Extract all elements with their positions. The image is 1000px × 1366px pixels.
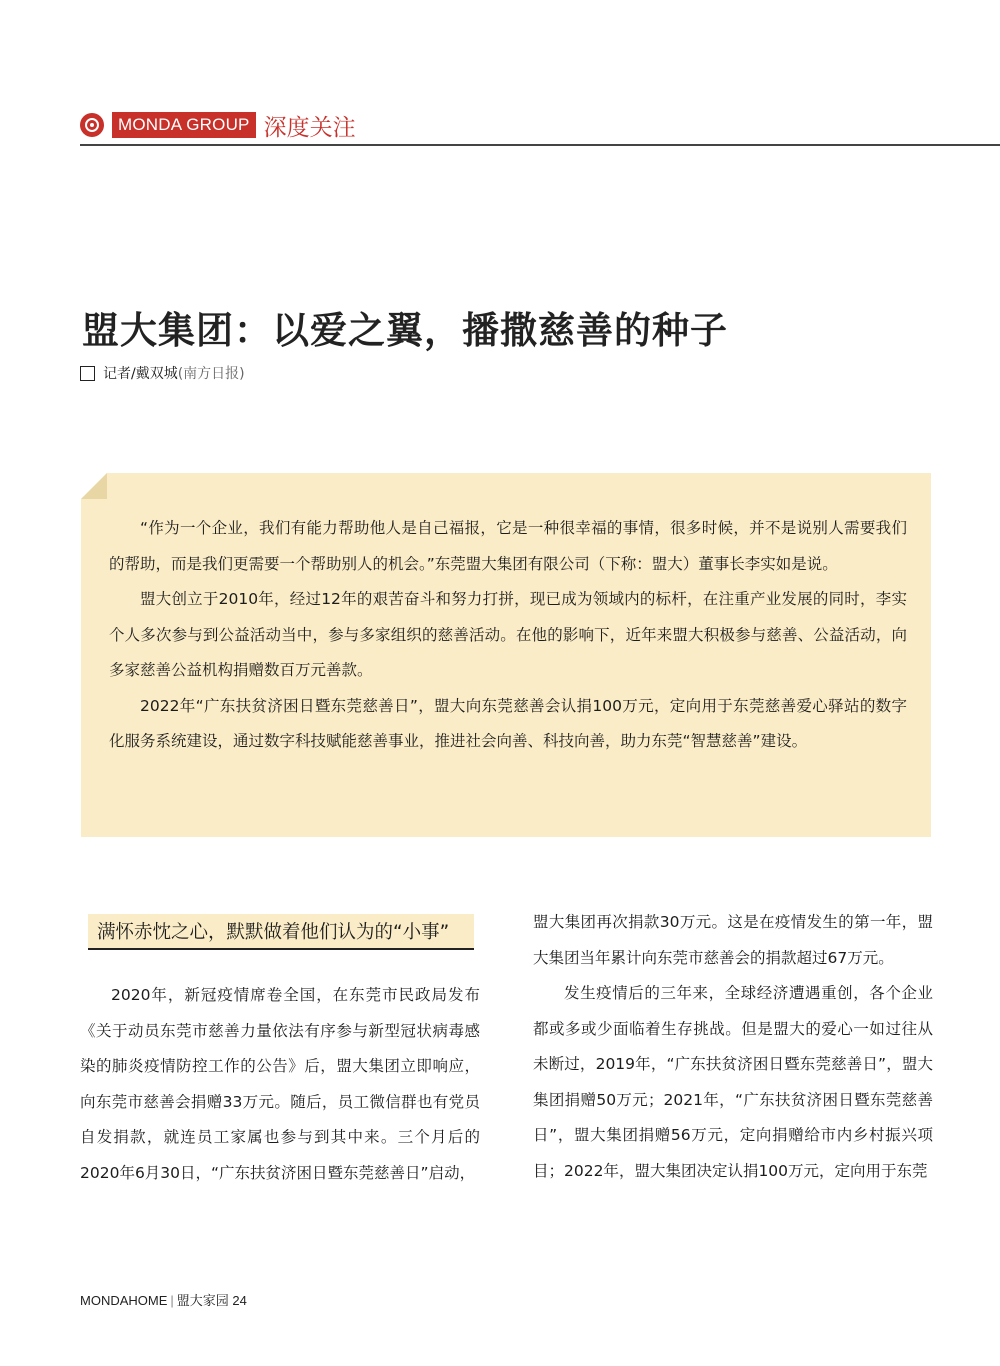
byline-source: (南方日报) [177, 366, 245, 382]
section-label: 深度关注 [263, 114, 356, 141]
subheading [88, 914, 474, 950]
checkbox-square-icon [80, 366, 95, 381]
intro-text [109, 511, 907, 760]
body-paragraph-continuation: 盟大集团再次捐款30万元。这是在疫情发生的第一年，盟大集团当年累计向东莞市慈善会的捐款超过67万元。 [533, 913, 933, 967]
intro-paragraph: “作为一个企业，我们有能力帮助他人是自己福报，它是一种很幸福的事情，很多时候，并不是说别人需要我们的帮助，而是我们更需要一个帮助别人的机会。”东莞盟大集团有限公司（下称：盟大）董事长李实如是说。 [109, 519, 907, 573]
footer-brand: MONDAHOME [80, 1293, 168, 1308]
byline-author: 记者/戴双城 [103, 366, 178, 382]
right-column [533, 905, 933, 1189]
page-footer [80, 1290, 247, 1309]
brand-tag: MONDA GROUP [112, 112, 256, 138]
byline [80, 363, 245, 383]
body-paragraph: 2020年，新冠疫情席卷全国，在东莞市民政局发布《关于动员东莞市慈善力量依法有序参与新型冠状病毒感染的肺炎疫情防控工作的公告》后，盟大集团立即响应，向东莞市慈善会捐赠33万元。随后，员工微信群也有党员自发捐款，就连员工家属也参与到其中来。三个月后的2020年6月30日，“广东扶贫济困日暨东莞慈善日”启动， [80, 986, 480, 1182]
intro-paragraph: 盟大创立于2010年，经过12年的艰苦奋斗和努力打拼，现已成为领域内的标杆，在注重产业发展的同时，李实个人多次参与到公益活动当中，参与多家组织的慈善活动。在他的影响下，近年来盟大积极参与慈善、公益活动，向多家慈善公益机构捐赠数百万元善款。 [109, 590, 907, 679]
footer-separator: | [170, 1293, 174, 1308]
article-title: 盟大集团：以爱之翼，播撒慈善的种子 [82, 309, 728, 352]
page-number: 24 [232, 1293, 247, 1308]
section-header [80, 110, 356, 140]
body-paragraph: 发生疫情后的三年来，全球经济遭遇重创，各个企业都或多或少面临着生存挑战。但是盟大的爱心一如过往从未断过，2019年，“广东扶贫济困日暨东莞慈善日”，盟大集团捐赠50万元；2021年，“广东扶贫济困日暨东莞慈善日”，盟大集团捐赠56万元，定向捐赠给市内乡村振兴项目；2022年，盟大集团决定认捐100万元，定向用于东莞 [533, 984, 933, 1180]
corner-fold-shadow [81, 473, 107, 499]
left-column [80, 978, 480, 1191]
header-divider [80, 144, 1000, 146]
footer-publication: 盟大家园 [176, 1293, 229, 1308]
intro-paragraph: 2022年“广东扶贫济困日暨东莞慈善日”，盟大向东莞慈善会认捐100万元，定向用于东莞慈善爱心驿站的数字化服务系统建设，通过数字科技赋能慈善事业，推进社会向善、科技向善，助力东莞“智慧慈善”建设。 [109, 696, 907, 750]
subheading-text: 满怀赤忱之心，默默做着他们认为的“小事” [97, 922, 450, 943]
monda-logo-icon [80, 113, 104, 137]
